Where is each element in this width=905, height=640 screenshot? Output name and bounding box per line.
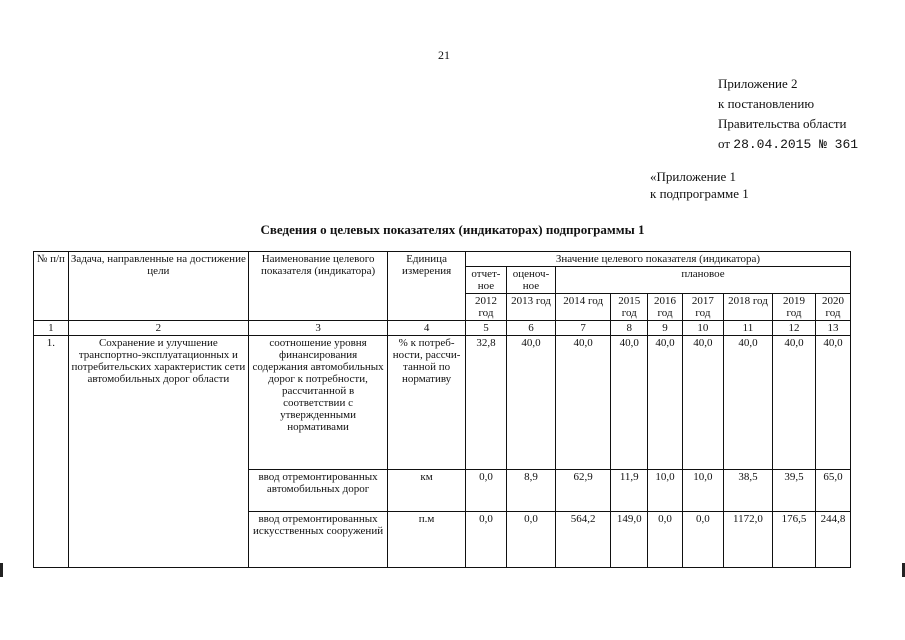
value-cell: 40,0 bbox=[773, 336, 816, 470]
value-cell: 1172,0 bbox=[723, 512, 772, 568]
header-year: 2020 год bbox=[816, 294, 851, 321]
header-value: Значение целевого показателя (индикатора) bbox=[465, 252, 850, 267]
header-task: Задача, направленные на достижение цели bbox=[68, 252, 248, 321]
indicator-name: соотношение уровня финансирования содержания автомобильных дорог к потребности, рассчитанной в соответствии с утвержденными нормативами bbox=[248, 336, 387, 470]
value-cell: 38,5 bbox=[723, 470, 772, 512]
value-cell: 8,9 bbox=[506, 470, 555, 512]
appendix2-line1: «Приложение 1 bbox=[650, 169, 737, 184]
column-number: 5 bbox=[465, 321, 506, 336]
column-number: 8 bbox=[611, 321, 648, 336]
value-cell: 65,0 bbox=[816, 470, 851, 512]
appendix-block bbox=[718, 74, 858, 155]
header-year: 2016 год bbox=[648, 294, 683, 321]
value-cell: 10,0 bbox=[682, 470, 723, 512]
header-year: 2012 год bbox=[465, 294, 506, 321]
column-number: 10 bbox=[682, 321, 723, 336]
indicator-name: ввод отремонтированных искусственных сооружений bbox=[248, 512, 387, 568]
value-cell: 40,0 bbox=[611, 336, 648, 470]
column-numbers-row bbox=[34, 321, 851, 336]
value-cell: 564,2 bbox=[556, 512, 611, 568]
column-number: 11 bbox=[723, 321, 772, 336]
indicators-table bbox=[33, 251, 851, 568]
header-year: 2014 год bbox=[556, 294, 611, 321]
column-number: 13 bbox=[816, 321, 851, 336]
header-indicator: Наименование целевого показателя (индикатора) bbox=[248, 252, 387, 321]
value-cell: 11,9 bbox=[611, 470, 648, 512]
value-cell: 0,0 bbox=[682, 512, 723, 568]
header-year: 2013 год bbox=[506, 294, 555, 321]
column-number: 9 bbox=[648, 321, 683, 336]
appendix-date-line bbox=[718, 134, 858, 155]
document-title: Сведения о целевых показателях (индикаторах) подпрограммы 1 bbox=[260, 222, 645, 237]
appendix-date-value: 28.04.2015 № 361 bbox=[733, 137, 859, 152]
column-number: 3 bbox=[248, 321, 387, 336]
header-planned: плановое bbox=[556, 267, 851, 294]
value-cell: 39,5 bbox=[773, 470, 816, 512]
value-cell: 40,0 bbox=[648, 336, 683, 470]
header-year: 2018 год bbox=[723, 294, 772, 321]
value-cell: 40,0 bbox=[816, 336, 851, 470]
appendix2-line2: к подпрограмме 1 bbox=[650, 186, 749, 201]
value-cell: 10,0 bbox=[648, 470, 683, 512]
header-no: № п/п bbox=[34, 252, 69, 321]
indicator-name: ввод отремонтированных автомобильных дорог bbox=[248, 470, 387, 512]
header-year: 2017 год bbox=[682, 294, 723, 321]
header-year: 2015 год bbox=[611, 294, 648, 321]
header-unit: Единица измерения bbox=[388, 252, 466, 321]
unit-cell: п.м bbox=[388, 512, 466, 568]
value-cell: 40,0 bbox=[682, 336, 723, 470]
unit-cell: % к потреб-ности, рассчи-танной по нормативу bbox=[388, 336, 466, 470]
task-text: Сохранение и улучшение транспортно-эксплуатационных и потребительских характеристик сети автомобильных дорог области bbox=[68, 336, 248, 568]
appendix-line2: к постановлению bbox=[718, 96, 815, 111]
unit-cell: км bbox=[388, 470, 466, 512]
column-number: 12 bbox=[773, 321, 816, 336]
value-cell: 244,8 bbox=[816, 512, 851, 568]
appendix-line3: Правительства области bbox=[718, 116, 847, 131]
value-cell: 40,0 bbox=[723, 336, 772, 470]
value-cell: 62,9 bbox=[556, 470, 611, 512]
value-cell: 0,0 bbox=[465, 470, 506, 512]
column-number: 1 bbox=[34, 321, 69, 336]
appendix-date-prefix: от bbox=[718, 136, 731, 151]
value-cell: 0,0 bbox=[648, 512, 683, 568]
header-year: 2019 год bbox=[773, 294, 816, 321]
column-number: 4 bbox=[388, 321, 466, 336]
value-cell: 176,5 bbox=[773, 512, 816, 568]
appendix2-block bbox=[650, 168, 749, 202]
value-cell: 149,0 bbox=[611, 512, 648, 568]
column-number: 7 bbox=[556, 321, 611, 336]
column-number: 6 bbox=[506, 321, 555, 336]
value-cell: 0,0 bbox=[465, 512, 506, 568]
value-cell: 40,0 bbox=[506, 336, 555, 470]
appendix-line1: Приложение 2 bbox=[718, 76, 798, 91]
value-cell: 32,8 bbox=[465, 336, 506, 470]
value-cell: 0,0 bbox=[506, 512, 555, 568]
task-number: 1. bbox=[34, 336, 69, 568]
page-number: 21 bbox=[438, 48, 450, 62]
header-row-1 bbox=[34, 252, 851, 267]
scan-edge-mark-left bbox=[0, 563, 3, 577]
table-row bbox=[34, 336, 851, 470]
value-cell: 40,0 bbox=[556, 336, 611, 470]
column-number: 2 bbox=[68, 321, 248, 336]
header-estimated: оценоч-ное bbox=[506, 267, 555, 294]
header-reported: отчет-ное bbox=[465, 267, 506, 294]
